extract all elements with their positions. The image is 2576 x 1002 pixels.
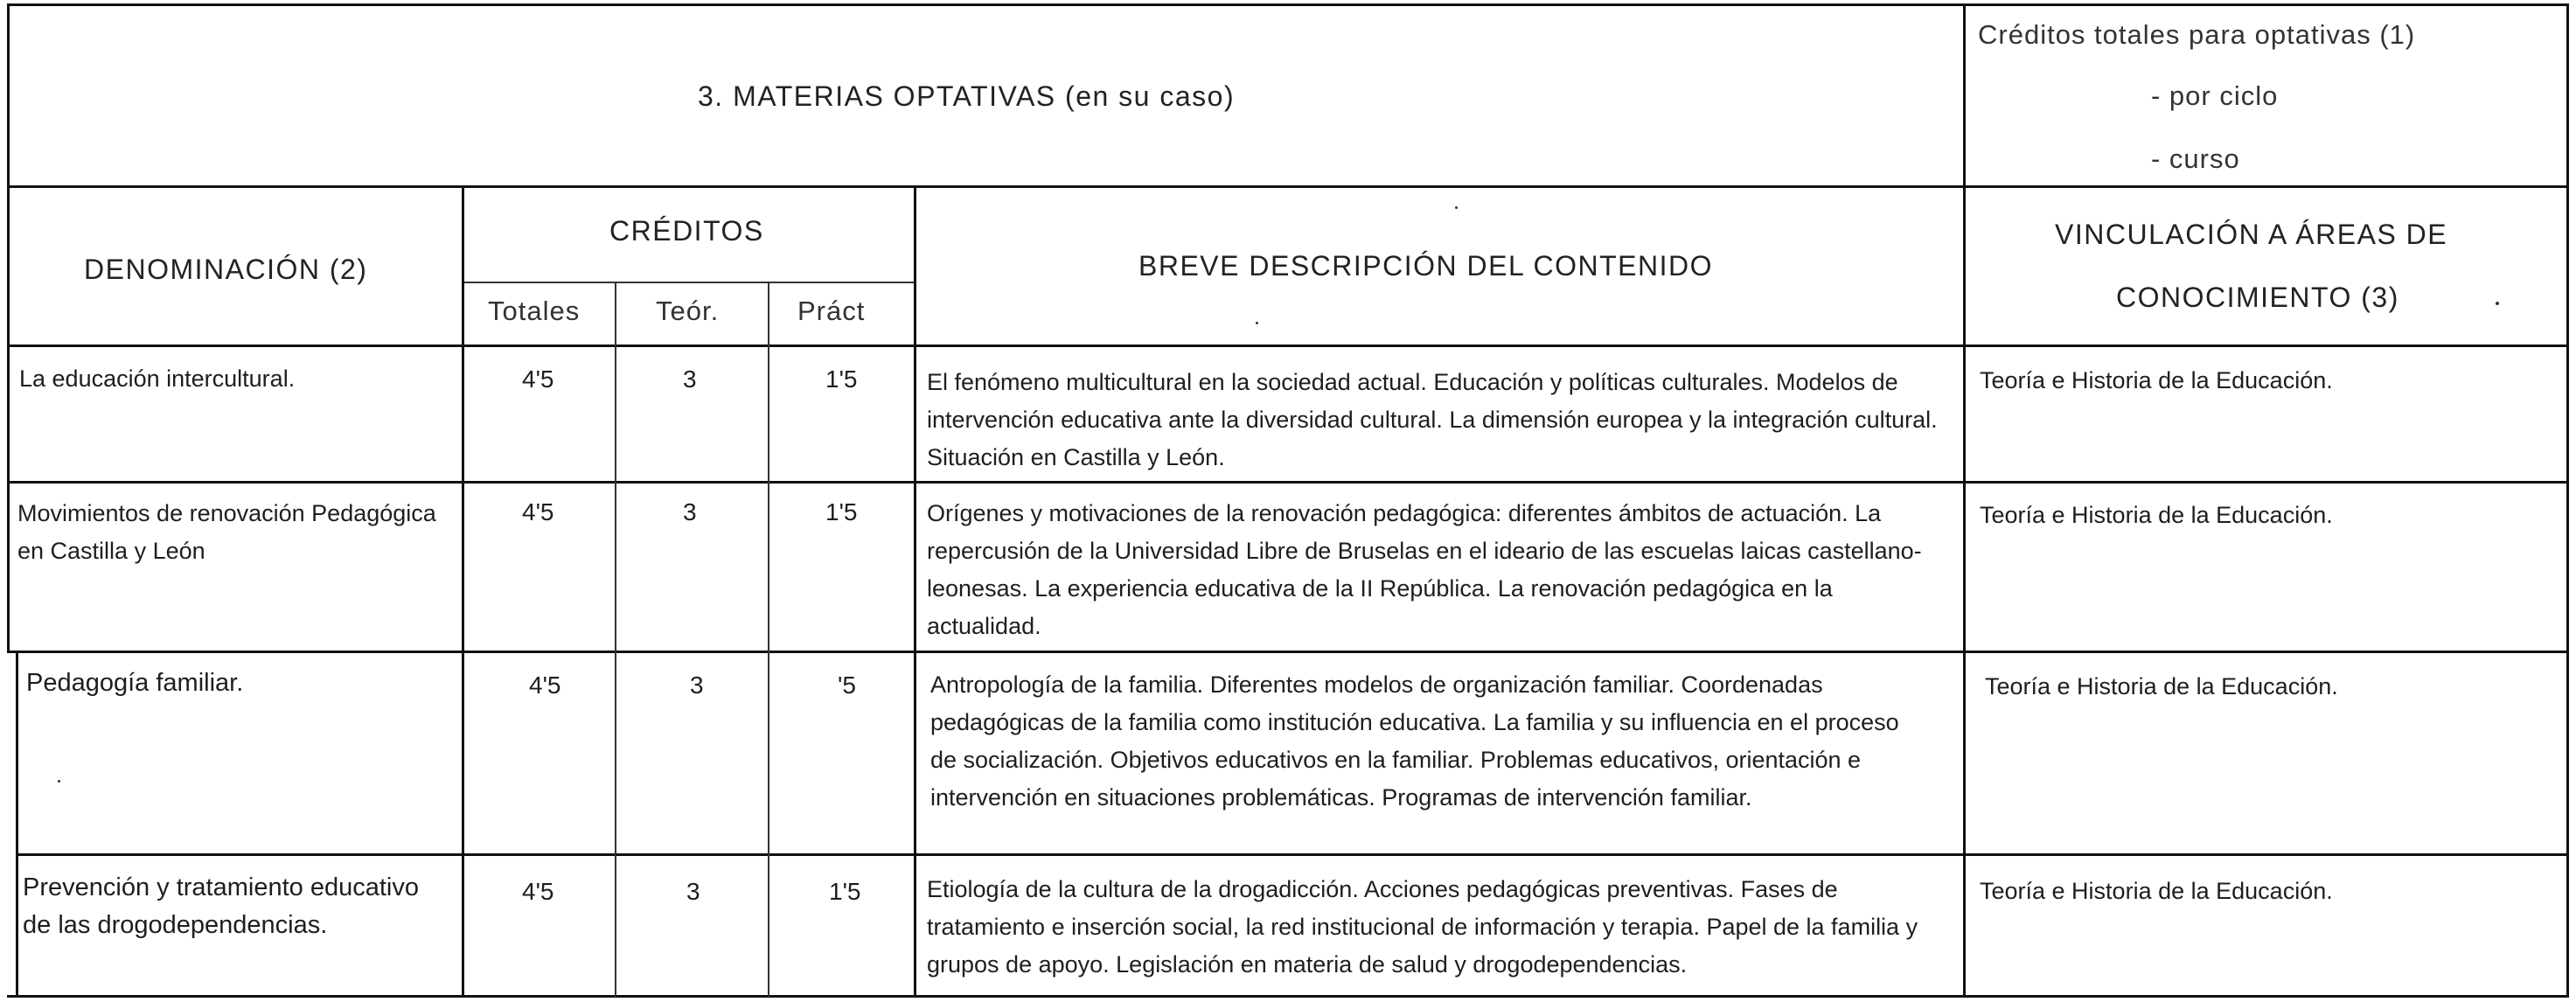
header-denominacion: DENOMINACIÓN (2) [84, 254, 368, 285]
header-descripcion: BREVE DESCRIPCIÓN DEL CONTENIDO [1138, 250, 1713, 282]
row-separator-2 [7, 651, 2569, 653]
row-1-name: La educación intercultural. [19, 365, 296, 392]
col-divider-name-credits [462, 185, 464, 997]
row-3-area: Teoría e Historia de la Educación. [1985, 673, 2338, 699]
header-pract: Práct [797, 296, 866, 326]
row-2-pract: 1'5 [825, 498, 858, 525]
row-2-area: Teoría e Historia de la Educación. [1980, 502, 2333, 528]
row-2-name: Movimientos de renovación Pedagógica en Castilla y León [17, 500, 436, 564]
scan-speck [2496, 302, 2499, 305]
table-border-right [2566, 3, 2569, 997]
row-3-description: Antropología de la familia. Diferentes modelos de organización familiar. Coordenadas pedagógicas de la familia como institución educativa. La familia y su influencia en el proceso de socialización. Objetivos educativos en la familiar. Problemas educativos, orientación e intervención en situaciones problemáticas. Programas de intervención familiar. [930, 671, 1899, 811]
row-3-totales: 4'5 [529, 671, 561, 699]
table-border-bottom [7, 995, 2569, 998]
col-divider-totales-teor [615, 282, 616, 997]
row-1-pract: 1'5 [825, 365, 858, 393]
row-4-name: Prevención y tratamiento educativo de las drogodependencias. [23, 873, 419, 939]
table-border-top [7, 3, 2569, 6]
scan-speck [58, 780, 60, 783]
header-vinculacion-line1: VINCULACIÓN A ÁREAS DE [2055, 219, 2448, 250]
row-separator-3 [16, 853, 2569, 856]
scan-speck [1455, 206, 1458, 209]
row-1-teor: 3 [683, 365, 697, 393]
header-teor: Teór. [656, 296, 720, 326]
section-title: 3. MATERIAS OPTATIVAS (en su caso) [698, 80, 1236, 112]
row-4-description: Etiología de la cultura de la drogadicción. Acciones pedagógicas preventivas. Fases de tratamiento e inserción social, la red institucional de información y terapia. Papel de la familia y grupos de apoyo. Legislación en materia de salud y drogodependencias. [927, 876, 1918, 978]
col-divider-teor-pract [768, 282, 769, 997]
credits-subheader-line [462, 282, 916, 283]
row-2-description: Orígenes y motivaciones de la renovación pedagógica: diferentes ámbitos de actuación. La repercusión de la Universidad Libre de Bruselas en el ideario de las escuelas laicas castellano-leonesas. La experiencia educativa de la II República. La renovación pedagógica en la actualidad. [927, 500, 1922, 639]
row-1-totales: 4'5 [522, 365, 554, 393]
header-totales: Totales [488, 296, 581, 326]
table-border-title-bottom [7, 185, 2569, 188]
credits-total-heading: Créditos totales para optativas (1) [1978, 19, 2416, 50]
row-1-description: El fenómeno multicultural en la sociedad actual. Educación y políticas culturales. Modelos de intervención educativa ante la diversidad cultural. La dimensión europea y la integración cultural. Situación en Castilla y León. [927, 369, 1938, 470]
col-divider-credits-desc [914, 185, 916, 997]
row-3-name: Pedagogía familiar. [26, 669, 244, 697]
row-2-teor: 3 [683, 498, 697, 525]
table-border-header-bottom [7, 344, 2569, 347]
header-creditos: CRÉDITOS [609, 215, 764, 247]
row-2-totales: 4'5 [522, 498, 554, 525]
title-right-border [1963, 3, 1966, 997]
table-border-left [7, 3, 10, 651]
scan-speck [1256, 322, 1258, 324]
row-4-totales: 4'5 [522, 878, 554, 905]
credits-per-cycle: - por ciclo [2151, 80, 2279, 111]
row-4-pract: 1'5 [829, 878, 861, 905]
row-3-pract: '5 [838, 671, 856, 699]
row-3-teor: 3 [690, 671, 704, 699]
header-vinculacion-line2: CONOCIMIENTO (3) [2116, 282, 2399, 313]
credits-per-course: - curso [2151, 143, 2240, 174]
row-4-area: Teoría e Historia de la Educación. [1980, 878, 2333, 904]
row-4-teor: 3 [686, 878, 700, 905]
row-1-area: Teoría e Historia de la Educación. [1980, 367, 2333, 393]
table-border-left-lower [16, 651, 18, 997]
row-separator-1 [7, 481, 2569, 484]
